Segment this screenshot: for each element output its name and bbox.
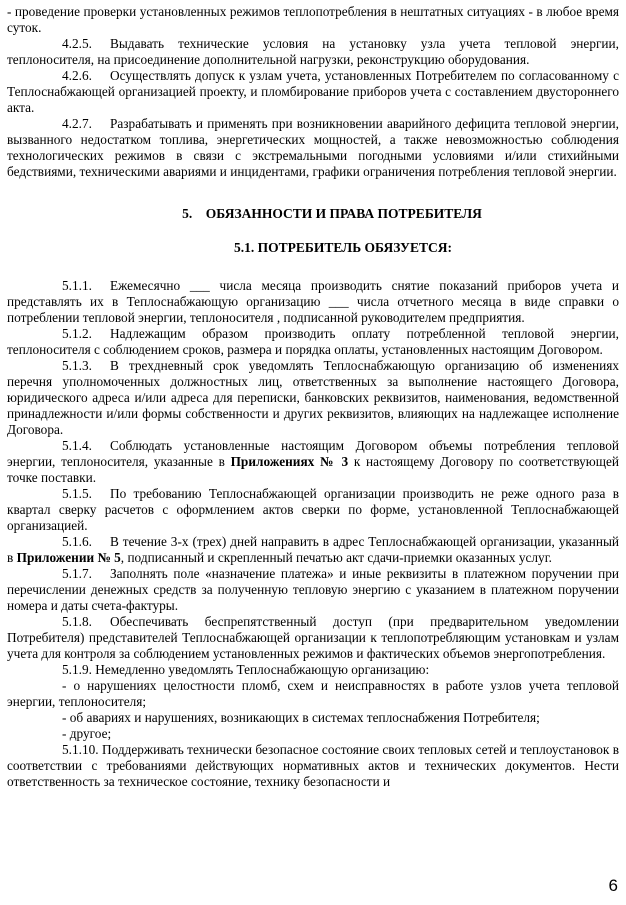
page-number: 6 bbox=[608, 876, 618, 895]
appendix-reference: Приложениях № 3 bbox=[230, 454, 349, 469]
intro-paragraph: - проведение проверки установленных режимов теплопотребления в нештатных ситуациях - в любое время суток. bbox=[7, 4, 619, 35]
clause-5-1-3 bbox=[7, 358, 619, 438]
clause-5-1-2 bbox=[7, 326, 619, 358]
clause-4-2-6 bbox=[7, 68, 619, 116]
clause-number: 4.2.5. bbox=[62, 36, 92, 51]
subsection-title: 5.1. ПОТРЕБИТЕЛЬ ОБЯЗУЕТСЯ: bbox=[234, 240, 452, 255]
clause-5-1-1 bbox=[7, 278, 619, 326]
clause-5-1-10 bbox=[7, 742, 619, 790]
clause-text: Заполнять поле «назначение платежа» и иные реквизиты в платежном поручении при перечислении денежных средств за полученную тепловую энергию с указанием в платежном поручении номера и даты счета-фактуры. bbox=[7, 566, 619, 613]
clause-text-tail: к настоящему Договору по соответствующей точке поставки. bbox=[7, 454, 619, 485]
clause-5-1-6 bbox=[7, 534, 619, 566]
clause-number: 5.1.10. bbox=[62, 742, 99, 757]
bullet-item: - об авариях и нарушениях, возникающих в системах теплоснабжения Потребителя; bbox=[62, 710, 540, 725]
clause-4-2-7 bbox=[7, 116, 619, 180]
clause-text: Поддерживать технически безопасное состояние своих тепловых сетей и теплоустановок в соответствии с требованиями действующих нормативных актов и технических документов. Нести ответственность за техническое состояние, технику безопасности и bbox=[7, 742, 619, 789]
clause-text: Ежемесячно ___ числа месяца производить снятие показаний приборов учета и представлять их в Теплоснабжающую организацию ___ числа отчетного месяца в виде справки о потреблении тепловой энергии, теплоносителя , подписанной руководителем предприятия. bbox=[7, 278, 619, 325]
clause-text: Немедленно уведомлять Теплоснабжающую организацию: bbox=[95, 662, 430, 677]
clause-number: 5.1.2. bbox=[62, 326, 92, 341]
clause-text: Выдавать технические условия на установку узла учета тепловой энергии, теплоносителя, на присоединение дополнительной нагрузки, реконструкцию оборудования. bbox=[7, 36, 619, 67]
clause-5-1-4 bbox=[7, 438, 619, 486]
clause-text: В течение 3-х (трех) дней направить в адрес Теплоснабжающей организации, указанный в bbox=[7, 534, 619, 565]
clause-number: 4.2.7. bbox=[62, 116, 92, 131]
clause-5-1-9 bbox=[7, 662, 619, 678]
clause-number: 5.1.7. bbox=[62, 566, 92, 581]
clause-5-1-7 bbox=[7, 566, 619, 614]
clause-number: 5.1.3. bbox=[62, 358, 92, 373]
clause-5-1-8 bbox=[7, 614, 619, 662]
appendix-reference: Приложении № 5 bbox=[16, 550, 121, 565]
clause-number: 5.1.6. bbox=[62, 534, 92, 549]
clause-text-tail: , подписанный и скрепленный печатью акт сдачи-приемки оказанных услуг. bbox=[120, 550, 552, 565]
clause-number: 4.2.6. bbox=[62, 68, 92, 83]
clause-text: Осуществлять допуск к узлам учета, установленных Потребителем по согласованному с Теплоснабжающей организацией проекту, и пломбирование приборов учета с составлением двустороннего акта. bbox=[7, 68, 619, 115]
document-page bbox=[7, 4, 619, 790]
clause-text: По требованию Теплоснабжающей организации производить не реже одного раза в квартал сверку расчетов с оформлением актов сверки по форме, установленной Теплоснабжающей организацией. bbox=[7, 486, 619, 533]
clause-text: Разрабатывать и применять при возникновении аварийного дефицита тепловой энергии, вызванного недостатком топлива, энергетических мощностей, а также невозможностью соблюдения технологических режимов в связи с экстремальными погодными условиями и/или стихийными бедствиями, техническими авариями и инцидентами, графики ограничения потребления тепловой энергии. bbox=[7, 116, 619, 179]
clause-number: 5.1.4. bbox=[62, 438, 92, 453]
clause-number: 5.1.5. bbox=[62, 486, 92, 501]
clause-number: 5.1.8. bbox=[62, 614, 92, 629]
clause-4-2-5 bbox=[7, 36, 619, 68]
clause-text: В трехдневный срок уведомлять Теплоснабжающую организацию об изменениях перечня уполномоченных должностных лиц, ответственных за выполнение настоящего Договора, юридического адреса и/или адреса для переписки, банковских реквизитов, наименования, ведомственной принадлежности и/или формы собственности и других реквизитов, влияющих на надлежащее исполнение Договора. bbox=[7, 358, 619, 437]
bullet-item: - другое; bbox=[62, 726, 112, 741]
clause-number: 5.1.1. bbox=[62, 278, 92, 293]
bullet-item: - о нарушениях целостности пломб, схем и неисправностях в работе узлов учета тепловой энергии, теплоносителя; bbox=[7, 678, 619, 709]
clause-5-1-5 bbox=[7, 486, 619, 534]
clause-number: 5.1.9. bbox=[62, 662, 92, 677]
clause-text: Соблюдать установленные настоящим Договором объемы потребления тепловой энергии, теплоносителя, указанные в bbox=[7, 438, 619, 469]
clause-text: Надлежащим образом производить оплату потребленной тепловой энергии, теплоносителя с соблюдением сроков, размера и порядка оплаты, установленных настоящим Договором. bbox=[7, 326, 619, 357]
clause-text: Обеспечивать беспрепятственный доступ (при предварительном уведомлении Потребителя) представителей Теплоснабжающей организации к теплопотребляющим установкам и узлам учета для контроля за соблюдением установленных режимов и фактических объемов энергопотребления. bbox=[7, 614, 619, 661]
section-title: 5. ОБЯЗАННОСТИ И ПРАВА ПОТРЕБИТЕЛЯ bbox=[182, 206, 482, 221]
